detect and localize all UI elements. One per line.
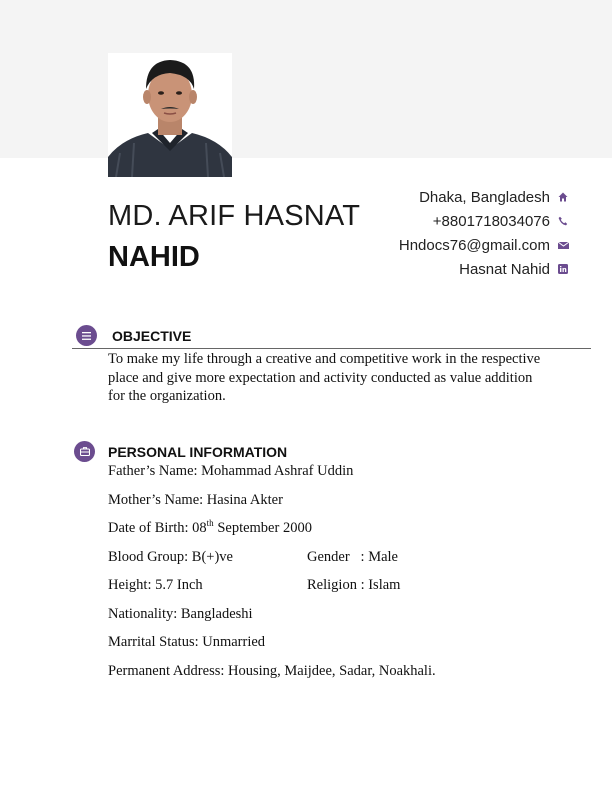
mother-name-row	[108, 492, 436, 521]
phone-icon	[556, 214, 570, 228]
profile-photo	[108, 53, 232, 177]
contact-phone	[399, 209, 570, 233]
dob-superscript: th	[206, 518, 214, 529]
contact-email	[399, 233, 570, 257]
objective-text: To make my life through a creative and competitive work in the respective place and give more expectation and activity conducted as value addition for the organization.	[108, 351, 541, 404]
blood-group: Blood Group: B(+)ve	[108, 548, 233, 565]
name-first-line: MD. ARIF HASNAT	[108, 200, 361, 232]
home-icon	[556, 190, 570, 204]
height: Height: 5.7 Inch	[108, 577, 203, 593]
dob-suffix: September 2000	[213, 520, 312, 536]
contact-location	[399, 185, 570, 209]
gender: Gender : Male	[307, 548, 398, 565]
religion: Religion : Islam	[307, 577, 401, 593]
dob-prefix: Date of Birth: 08	[108, 520, 207, 536]
address-row	[108, 663, 436, 692]
father-name-row	[108, 463, 436, 492]
objective-heading: OBJECTIVE	[112, 328, 192, 344]
nationality: Nationality: Bangladeshi	[108, 605, 253, 622]
linkedin-icon	[556, 262, 570, 276]
mother-name: Mother’s Name: Hasina Akter	[108, 491, 283, 508]
height-religion-row	[108, 577, 436, 606]
phone-text[interactable]: +8801718034076	[432, 212, 550, 230]
name-last-line: NAHID	[108, 241, 200, 273]
objective-divider	[72, 348, 591, 349]
permanent-address: Permanent Address: Housing, Maijdee, Sadar, Noakhali.	[108, 662, 436, 679]
location-text: Dhaka, Bangladesh	[419, 188, 550, 206]
dob-row	[108, 520, 436, 549]
briefcase-icon	[74, 441, 95, 462]
linkedin-text[interactable]: Hasnat Nahid	[459, 260, 550, 278]
mail-icon	[556, 238, 570, 252]
contact-linkedin	[399, 257, 570, 281]
blood-gender-row	[108, 549, 436, 578]
nationality-row	[108, 606, 436, 635]
header-band	[0, 0, 612, 158]
marital-status-row	[108, 634, 436, 663]
marital-status: Marrital Status: Unmarried	[108, 634, 266, 650]
email-text[interactable]: Hndocs76@gmail.com	[398, 236, 550, 254]
objective-list-icon	[76, 325, 97, 346]
father-name: Father’s Name: Mohammad Ashraf Uddin	[108, 463, 354, 479]
personal-info-heading: PERSONAL INFORMATION	[108, 444, 288, 460]
personal-info-list	[108, 463, 436, 691]
contact-block	[399, 185, 570, 281]
